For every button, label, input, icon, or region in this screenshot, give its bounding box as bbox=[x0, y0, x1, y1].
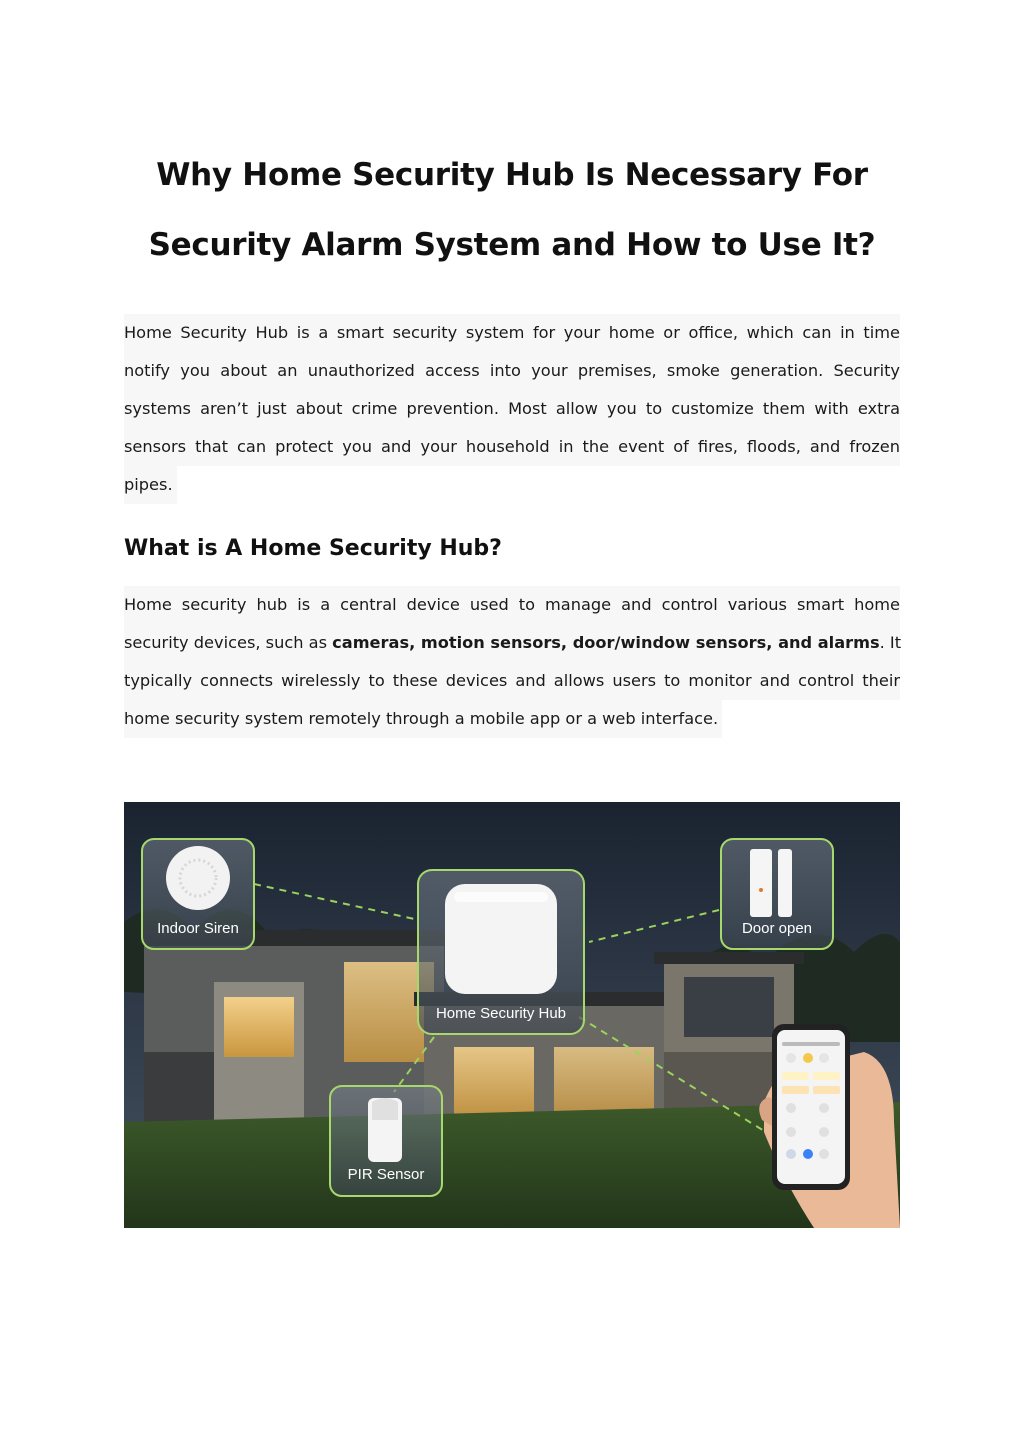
title-line-2: Security Alarm System and How to Use It? bbox=[148, 227, 876, 263]
pir-sensor-card bbox=[330, 1086, 442, 1196]
house-scene bbox=[124, 802, 900, 1228]
intro-line: pipes. bbox=[124, 466, 177, 504]
home-security-hub-label: Home Security Hub bbox=[435, 1005, 567, 1022]
door-open-label: Door open bbox=[741, 920, 813, 937]
intro-line: sensors that can protect you and your household in the event of fires, floods, and frozen bbox=[124, 428, 900, 466]
siren-device bbox=[166, 846, 230, 910]
intro-line: notify you about an unauthorized access into your premises, smoke generation. Security bbox=[124, 352, 900, 390]
section-line: Home security hub is a central device used to manage and control various smart home bbox=[124, 586, 900, 624]
device-list-bold: cameras, motion sensors, door/window sensors, and alarms bbox=[332, 633, 880, 652]
window bbox=[554, 1047, 654, 1117]
intro-line: Home Security Hub is a smart security system for your home or office, which can in time bbox=[124, 314, 900, 352]
window bbox=[224, 997, 294, 1057]
home-security-hub-card bbox=[418, 870, 584, 1034]
section-paragraph bbox=[124, 586, 900, 738]
door-sensor-magnet bbox=[778, 849, 792, 917]
section-line-text: security devices, such as bbox=[124, 633, 333, 652]
garage bbox=[144, 1052, 214, 1122]
indoor-siren-card bbox=[142, 839, 254, 949]
section-line bbox=[124, 624, 900, 662]
door-open-card bbox=[721, 839, 833, 949]
section-line: typically connects wirelessly to these devices and allows users to monitor and control their bbox=[124, 662, 900, 700]
door-sensor-body bbox=[750, 849, 772, 917]
pir-sensor-label: PIR Sensor bbox=[347, 1166, 425, 1183]
roof-right bbox=[654, 952, 804, 964]
section-line-text: . It bbox=[879, 633, 902, 652]
section-line: home security system remotely through a mobile app or a web interface. bbox=[124, 700, 722, 738]
window bbox=[684, 977, 774, 1037]
window bbox=[454, 1047, 534, 1117]
intro-line: systems aren’t just about crime prevention. Most allow you to customize them with extra bbox=[124, 390, 900, 428]
section-heading: What is A Home Security Hub? bbox=[124, 536, 502, 561]
indoor-siren-label: Indoor Siren bbox=[157, 920, 239, 937]
hero-illustration bbox=[124, 802, 900, 1228]
title-line-1: Why Home Security Hub Is Necessary For bbox=[156, 157, 868, 193]
intro-paragraph bbox=[124, 314, 900, 504]
